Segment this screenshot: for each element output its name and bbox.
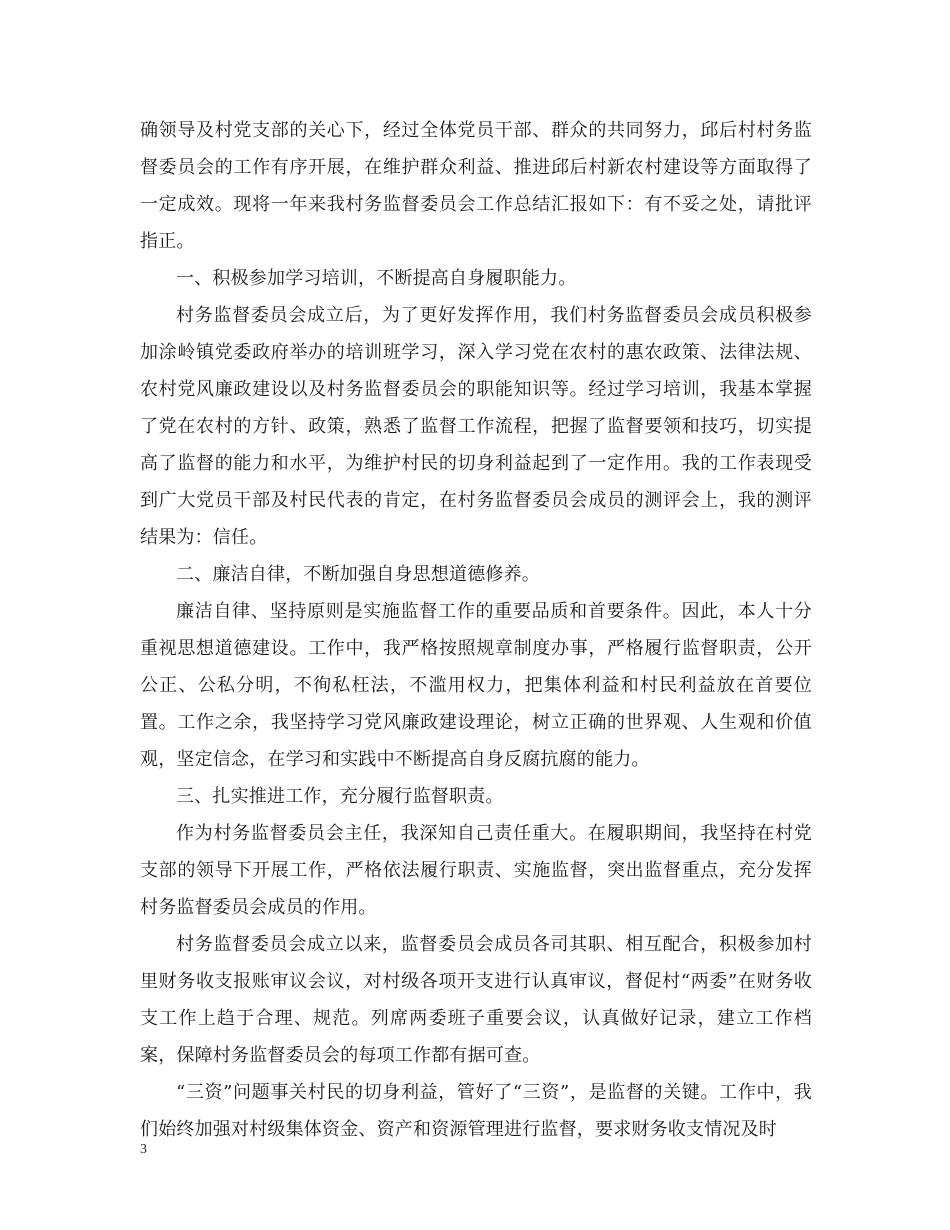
section-heading-2: 二、廉洁自律，不断加强自身思想道德修养。 xyxy=(176,564,540,585)
page-number: 3 xyxy=(140,1142,147,1157)
section-heading-3: 三、扎实推进工作，充分履行监督职责。 xyxy=(176,786,504,807)
document-body xyxy=(140,112,812,1148)
paragraph-intro: 确领导及村党支部的关心下，经过全体党员干部、群众的共同努力，邱后村村务监督委员会的工作有序开展，在维护群众利益、推进邱后村新农村建设等方面取得了一定成效。现将一年来我村务监督委员会工作总结汇报如下：有不妥之处，请批评指正。 xyxy=(140,120,812,252)
paragraph-duties: 作为村务监督委员会主任，我深知自己责任重大。在履职期间，我坚持在村党支部的领导下开展工作，严格依法履行职责、实施监督，突出监督重点，充分发挥村务监督委员会成员的作用。 xyxy=(140,823,812,918)
paragraph-three-assets: “三资”问题事关村民的切身利益，管好了“三资”，是监督的关键。工作中，我们始终加强对村级集体资金、资产和资源管理进行监督，要求财务收支情况及时 xyxy=(140,1082,812,1140)
section-heading-1: 一、积极参加学习培训，不断提高自身履职能力。 xyxy=(176,268,577,289)
paragraph-integrity: 廉洁自律、坚持原则是实施监督工作的重要品质和首要条件。因此，本人十分重视思想道德建设。工作中，我严格按照规章制度办事，严格履行监督职责，公开公正、公私分明，不徇私枉法，不滥用权力，把集体利益和村民利益放在首要位置。工作之余，我坚持学习党风廉政建设理论，树立正确的世界观、人生观和价值观，坚定信念，在学习和实践中不断提高自身反腐抗腐的能力。 xyxy=(140,601,812,770)
paragraph-committee: 村务监督委员会成立以来，监督委员会成员各司其职、相互配合，积极参加村里财务收支报账审议会议，对村级各项开支进行认真审议，督促村“两委”在财务收支工作上趋于合理、规范。列席两委班子重要会议，认真做好记录，建立工作档案，保障村务监督委员会的每项工作都有据可查。 xyxy=(140,934,812,1066)
paragraph-training: 村务监督委员会成立后，为了更好发挥作用，我们村务监督委员会成员积极参加涂岭镇党委政府举办的培训班学习，深入学习党在农村的惠农政策、法律法规、农村党风廉政建设以及村务监督委员会的职能知识等。经过学习培训，我基本掌握了党在农村的方针、政策，熟悉了监督工作流程，把握了监督要领和技巧，切实提高了监督的能力和水平，为维护村民的切身利益起到了一定作用。我的工作表现受到广大党员干部及村民代表的肯定，在村务监督委员会成员的测评会上，我的测评结果为：信任。 xyxy=(140,305,812,548)
